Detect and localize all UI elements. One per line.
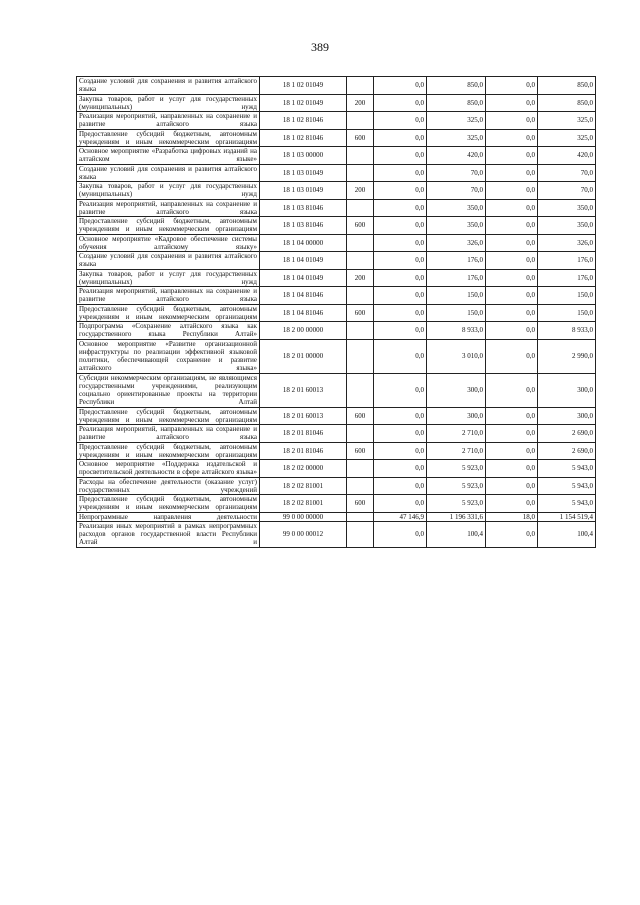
table-row — [77, 234, 596, 252]
row-value-1: 0,0 — [374, 182, 427, 200]
row-value-4: 300,0 — [538, 407, 596, 425]
table-row — [77, 407, 596, 425]
row-code: 18 1 04 81046 — [260, 287, 347, 305]
row-expense-type — [347, 147, 374, 165]
row-name: Реализация мероприятий, направленных на сохранение и развитие алтайского языка — [77, 287, 260, 305]
table-row — [77, 182, 596, 200]
row-code: 18 1 03 81046 — [260, 199, 347, 217]
row-name: Реализация мероприятий, направленных на сохранение и развитие алтайского языка — [77, 199, 260, 217]
table-row — [77, 304, 596, 322]
row-value-2: 70,0 — [427, 164, 486, 182]
row-value-3: 0,0 — [486, 147, 538, 165]
row-name: Подпрограмма «Сохранение алтайского языка как государственного языка Республики Алтай» — [77, 322, 260, 340]
row-value-4: 150,0 — [538, 304, 596, 322]
row-value-3: 18,0 — [486, 512, 538, 521]
row-name: Основное мероприятие «Разработка цифровых изданий на алтайском языке» — [77, 147, 260, 165]
row-value-4: 850,0 — [538, 94, 596, 112]
row-name: Субсидии некоммерческим организациям, не являющимся государственными учреждениями, реализующим социально ориентированные проекты на территории Республики Алтай — [77, 373, 260, 407]
row-code: 18 1 04 01049 — [260, 252, 347, 270]
row-value-2: 325,0 — [427, 129, 486, 147]
row-value-1: 0,0 — [374, 521, 427, 547]
row-value-4: 2 690,0 — [538, 425, 596, 443]
row-value-1: 0,0 — [374, 304, 427, 322]
row-value-4: 70,0 — [538, 182, 596, 200]
row-value-3: 0,0 — [486, 322, 538, 340]
row-value-1: 0,0 — [374, 425, 427, 443]
row-name: Предоставление субсидий бюджетным, автономным учреждениям и иным некоммерческим организациям — [77, 304, 260, 322]
row-value-4: 326,0 — [538, 234, 596, 252]
row-value-4: 5 943,0 — [538, 495, 596, 513]
row-value-4: 100,4 — [538, 521, 596, 547]
row-value-1: 0,0 — [374, 77, 427, 95]
row-value-3: 0,0 — [486, 252, 538, 270]
table-row — [77, 322, 596, 340]
row-expense-type — [347, 521, 374, 547]
row-code: 18 2 01 81046 — [260, 442, 347, 460]
row-value-3: 0,0 — [486, 304, 538, 322]
row-value-3: 0,0 — [486, 460, 538, 478]
row-value-3: 0,0 — [486, 129, 538, 147]
table-row — [77, 442, 596, 460]
row-code: 18 1 02 01049 — [260, 77, 347, 95]
row-name: Расходы на обеспечение деятельности (оказание услуг) государственных учреждений — [77, 477, 260, 495]
table-row — [77, 252, 596, 270]
row-code: 18 1 03 00000 — [260, 147, 347, 165]
row-expense-type: 600 — [347, 495, 374, 513]
row-value-2: 100,4 — [427, 521, 486, 547]
row-value-2: 350,0 — [427, 217, 486, 235]
row-value-1: 0,0 — [374, 460, 427, 478]
row-code: 18 1 03 01049 — [260, 164, 347, 182]
row-code: 18 1 04 01049 — [260, 269, 347, 287]
row-name: Предоставление субсидий бюджетным, автономным учреждениям и иным некоммерческим организациям — [77, 407, 260, 425]
row-value-3: 0,0 — [486, 77, 538, 95]
row-value-2: 350,0 — [427, 199, 486, 217]
row-value-3: 0,0 — [486, 164, 538, 182]
row-expense-type — [347, 77, 374, 95]
row-value-1: 0,0 — [374, 339, 427, 373]
row-code: 18 2 01 60013 — [260, 407, 347, 425]
row-name: Предоставление субсидий бюджетным, автономным учреждениям и иным некоммерческим организациям — [77, 217, 260, 235]
row-name: Основное мероприятие «Развитие организационной инфраструктуры по реализации эффективной языковой политики, обеспечивающей сохранение и развитие алтайского языка» — [77, 339, 260, 373]
row-value-2: 8 933,0 — [427, 322, 486, 340]
row-code: 99 0 00 00012 — [260, 521, 347, 547]
row-value-1: 0,0 — [374, 477, 427, 495]
row-name: Реализация мероприятий, направленных на сохранение и развитие алтайского языка — [77, 112, 260, 130]
table-row — [77, 129, 596, 147]
row-value-2: 150,0 — [427, 304, 486, 322]
row-code: 99 0 00 00000 — [260, 512, 347, 521]
row-value-3: 0,0 — [486, 94, 538, 112]
row-code: 18 2 02 81001 — [260, 495, 347, 513]
row-expense-type — [347, 199, 374, 217]
row-value-4: 2 690,0 — [538, 442, 596, 460]
row-value-4: 5 943,0 — [538, 477, 596, 495]
row-value-3: 0,0 — [486, 521, 538, 547]
row-name: Создание условий для сохранения и развития алтайского языка — [77, 77, 260, 95]
row-value-4: 2 990,0 — [538, 339, 596, 373]
row-expense-type — [347, 425, 374, 443]
row-expense-type: 600 — [347, 129, 374, 147]
table-row — [77, 112, 596, 130]
row-name: Реализация иных мероприятий в рамках непрограммных расходов органов государственной власти Республики Алтай и — [77, 521, 260, 547]
row-value-2: 176,0 — [427, 269, 486, 287]
row-code: 18 1 04 81046 — [260, 304, 347, 322]
budget-table-body — [77, 77, 596, 548]
row-name: Предоставление субсидий бюджетным, автономным учреждениям и иным некоммерческим организациям — [77, 129, 260, 147]
row-value-3: 0,0 — [486, 217, 538, 235]
row-value-3: 0,0 — [486, 373, 538, 407]
row-value-1: 0,0 — [374, 407, 427, 425]
row-value-4: 176,0 — [538, 252, 596, 270]
row-value-3: 0,0 — [486, 442, 538, 460]
table-row — [77, 164, 596, 182]
row-value-2: 326,0 — [427, 234, 486, 252]
row-value-1: 0,0 — [374, 94, 427, 112]
row-name: Предоставление субсидий бюджетным, автономным учреждениям и иным некоммерческим организациям — [77, 495, 260, 513]
row-code: 18 1 02 01049 — [260, 94, 347, 112]
table-row — [77, 339, 596, 373]
row-code: 18 1 03 81046 — [260, 217, 347, 235]
table-row — [77, 217, 596, 235]
page-number: 389 — [311, 40, 329, 54]
row-code: 18 2 02 00000 — [260, 460, 347, 478]
row-expense-type — [347, 339, 374, 373]
table-row — [77, 512, 596, 521]
row-value-1: 47 146,9 — [374, 512, 427, 521]
row-expense-type — [347, 373, 374, 407]
row-expense-type: 600 — [347, 217, 374, 235]
row-value-2: 70,0 — [427, 182, 486, 200]
row-value-3: 0,0 — [486, 234, 538, 252]
row-name: Реализация мероприятий, направленных на сохранение и развитие алтайского языка — [77, 425, 260, 443]
row-code: 18 2 01 60013 — [260, 373, 347, 407]
row-value-2: 2 710,0 — [427, 425, 486, 443]
table-row — [77, 495, 596, 513]
table-row — [77, 521, 596, 547]
row-value-2: 2 710,0 — [427, 442, 486, 460]
row-code: 18 2 01 00000 — [260, 339, 347, 373]
row-value-2: 850,0 — [427, 77, 486, 95]
row-value-2: 300,0 — [427, 407, 486, 425]
row-code: 18 2 00 00000 — [260, 322, 347, 340]
row-value-4: 325,0 — [538, 112, 596, 130]
row-value-1: 0,0 — [374, 234, 427, 252]
row-value-1: 0,0 — [374, 495, 427, 513]
row-value-3: 0,0 — [486, 339, 538, 373]
row-code: 18 1 02 81046 — [260, 112, 347, 130]
row-value-4: 8 933,0 — [538, 322, 596, 340]
row-expense-type — [347, 112, 374, 130]
row-value-3: 0,0 — [486, 287, 538, 305]
table-row — [77, 269, 596, 287]
row-value-3: 0,0 — [486, 269, 538, 287]
row-value-2: 5 923,0 — [427, 495, 486, 513]
row-expense-type — [347, 164, 374, 182]
row-value-4: 176,0 — [538, 269, 596, 287]
row-value-4: 300,0 — [538, 373, 596, 407]
row-value-2: 850,0 — [427, 94, 486, 112]
row-name: Основное мероприятие «Кадровое обеспечение системы обучения алтайскому языку» — [77, 234, 260, 252]
row-value-1: 0,0 — [374, 199, 427, 217]
row-value-1: 0,0 — [374, 287, 427, 305]
table-row — [77, 199, 596, 217]
row-expense-type: 600 — [347, 407, 374, 425]
row-value-1: 0,0 — [374, 269, 427, 287]
row-code: 18 2 02 81001 — [260, 477, 347, 495]
row-expense-type: 200 — [347, 94, 374, 112]
row-value-3: 0,0 — [486, 199, 538, 217]
row-value-1: 0,0 — [374, 129, 427, 147]
table-row — [77, 477, 596, 495]
table-row — [77, 373, 596, 407]
row-expense-type — [347, 512, 374, 521]
row-value-1: 0,0 — [374, 164, 427, 182]
row-value-2: 5 923,0 — [427, 460, 486, 478]
budget-table — [76, 76, 596, 548]
row-name: Создание условий для сохранения и развития алтайского языка — [77, 164, 260, 182]
table-row — [77, 77, 596, 95]
table-row — [77, 147, 596, 165]
row-value-4: 350,0 — [538, 217, 596, 235]
row-value-2: 325,0 — [427, 112, 486, 130]
row-value-3: 0,0 — [486, 477, 538, 495]
row-value-1: 0,0 — [374, 252, 427, 270]
row-value-4: 5 943,0 — [538, 460, 596, 478]
row-code: 18 2 01 81046 — [260, 425, 347, 443]
row-value-4: 70,0 — [538, 164, 596, 182]
row-expense-type: 600 — [347, 442, 374, 460]
row-expense-type — [347, 252, 374, 270]
row-expense-type — [347, 287, 374, 305]
row-expense-type — [347, 477, 374, 495]
row-value-1: 0,0 — [374, 112, 427, 130]
row-code: 18 1 02 81046 — [260, 129, 347, 147]
row-name: Непрограммные направления деятельности — [77, 512, 260, 521]
row-value-3: 0,0 — [486, 182, 538, 200]
row-name: Закупка товаров, работ и услуг для государственных (муниципальных) нужд — [77, 94, 260, 112]
row-value-2: 176,0 — [427, 252, 486, 270]
row-value-4: 1 154 519,4 — [538, 512, 596, 521]
row-value-2: 300,0 — [427, 373, 486, 407]
row-expense-type: 200 — [347, 182, 374, 200]
row-name: Создание условий для сохранения и развития алтайского языка — [77, 252, 260, 270]
row-code: 18 1 03 01049 — [260, 182, 347, 200]
row-name: Закупка товаров, работ и услуг для государственных (муниципальных) нужд — [77, 269, 260, 287]
row-value-1: 0,0 — [374, 322, 427, 340]
table-row — [77, 287, 596, 305]
row-value-2: 5 923,0 — [427, 477, 486, 495]
row-value-4: 150,0 — [538, 287, 596, 305]
row-value-1: 0,0 — [374, 373, 427, 407]
row-expense-type — [347, 460, 374, 478]
table-row — [77, 94, 596, 112]
row-value-4: 850,0 — [538, 77, 596, 95]
row-name: Основное мероприятие «Поддержка издательской и просветительской деятельности в сфере алтайского языка» — [77, 460, 260, 478]
row-value-3: 0,0 — [486, 112, 538, 130]
row-expense-type: 200 — [347, 269, 374, 287]
row-value-2: 150,0 — [427, 287, 486, 305]
table-row — [77, 460, 596, 478]
row-value-1: 0,0 — [374, 147, 427, 165]
row-expense-type — [347, 234, 374, 252]
row-value-1: 0,0 — [374, 442, 427, 460]
row-expense-type: 600 — [347, 304, 374, 322]
row-expense-type — [347, 322, 374, 340]
row-code: 18 1 04 00000 — [260, 234, 347, 252]
row-value-3: 0,0 — [486, 495, 538, 513]
row-value-2: 420,0 — [427, 147, 486, 165]
row-value-4: 420,0 — [538, 147, 596, 165]
row-value-1: 0,0 — [374, 217, 427, 235]
row-value-2: 1 196 331,6 — [427, 512, 486, 521]
row-name: Предоставление субсидий бюджетным, автономным учреждениям и иным некоммерческим организациям — [77, 442, 260, 460]
row-value-4: 350,0 — [538, 199, 596, 217]
row-value-4: 325,0 — [538, 129, 596, 147]
row-name: Закупка товаров, работ и услуг для государственных (муниципальных) нужд — [77, 182, 260, 200]
row-value-2: 3 010,0 — [427, 339, 486, 373]
row-value-3: 0,0 — [486, 425, 538, 443]
table-row — [77, 425, 596, 443]
row-value-3: 0,0 — [486, 407, 538, 425]
